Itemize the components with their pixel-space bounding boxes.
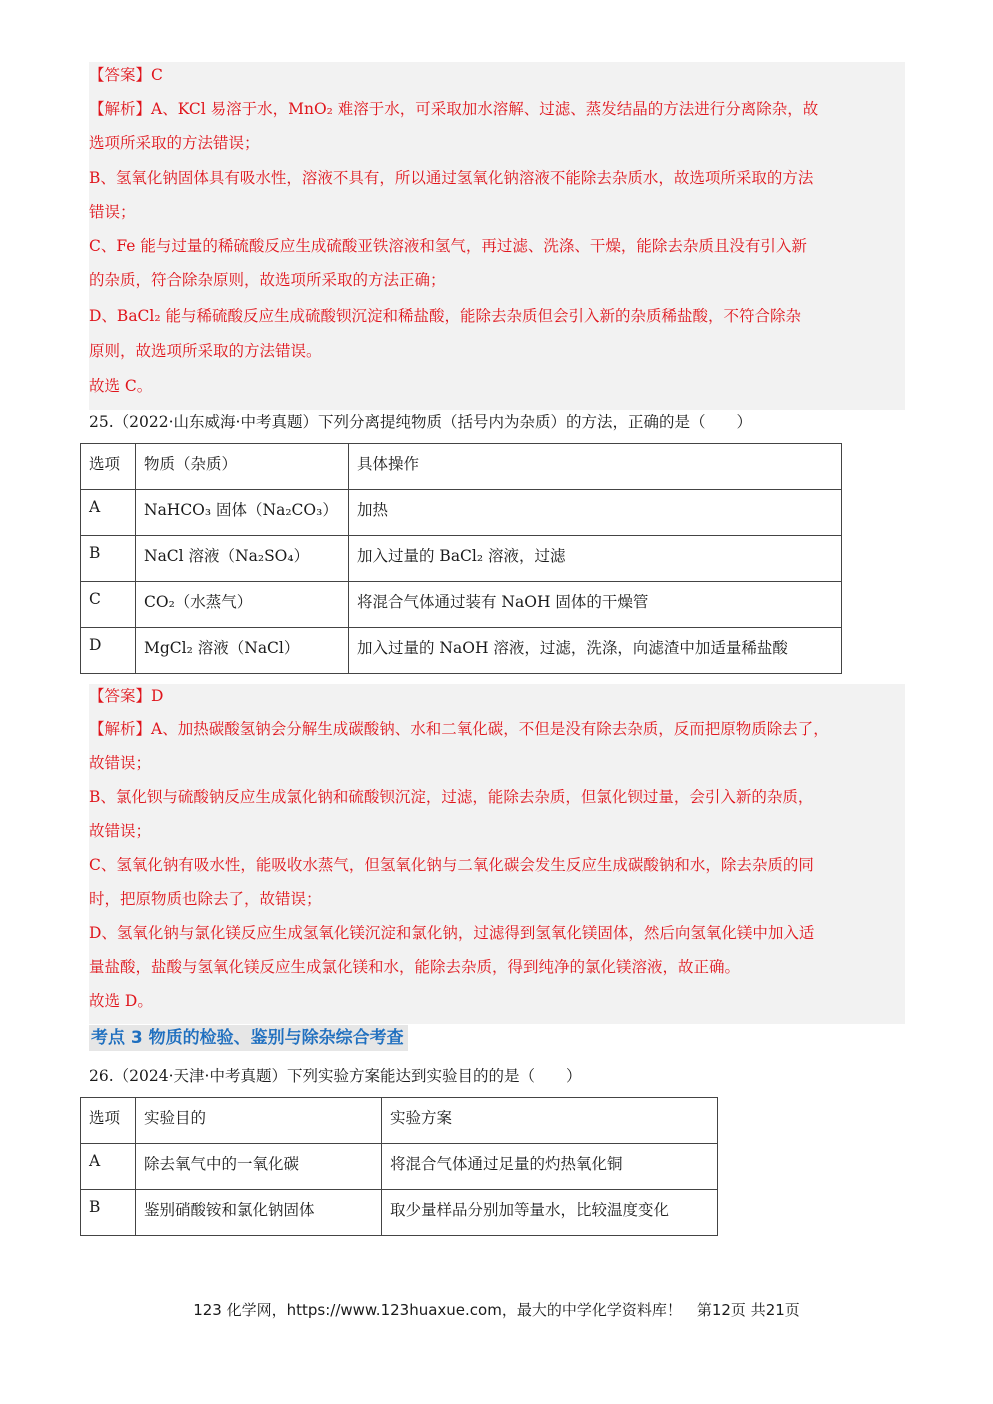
question-25-table [80, 443, 842, 674]
table-cell: C [81, 582, 136, 628]
analysis-line: 故错误； [89, 822, 152, 840]
analysis-line: 选项所采取的方法错误； [89, 134, 260, 152]
table-cell: B [81, 536, 136, 582]
table-row [81, 536, 842, 582]
table-header-cell: 实验目的 [136, 1098, 382, 1144]
analysis-line: B、氢氧化钠固体具有吸水性，溶液不具有，所以通过氢氧化钠溶液不能除去杂质水，故选项所采取的方法 [89, 169, 814, 187]
table-cell: 将混合气体通过装有 NaOH 固体的干燥管 [349, 582, 842, 628]
table-header-cell: 选项 [81, 444, 136, 490]
table-cell: NaCl 溶液（Na₂SO₄） [136, 536, 349, 582]
table-header-cell: 实验方案 [382, 1098, 718, 1144]
table-cell: NaHCO₃ 固体（Na₂CO₃） [136, 490, 349, 536]
table-row [81, 1144, 718, 1190]
table-row [81, 582, 842, 628]
table-header-row [81, 444, 842, 490]
table-cell: 除去氧气中的一氧化碳 [136, 1144, 382, 1190]
analysis-line: D、氢氧化钠与氯化镁反应生成氢氧化镁沉淀和氯化钠，过滤得到氢氧化镁固体，然后向氢氧化镁中加入适 [89, 924, 815, 942]
section-heading: 考点 3 物质的检验、鉴别与除杂综合考查 [89, 1025, 408, 1051]
analysis-line: 时，把原物质也除去了，故错误； [89, 890, 322, 908]
table-cell: A [81, 1144, 136, 1190]
analysis-line: 故选 C。 [89, 377, 153, 395]
question-26-table [80, 1097, 718, 1236]
table-cell: A [81, 490, 136, 536]
table-header-cell: 选项 [81, 1098, 136, 1144]
table-cell: MgCl₂ 溶液（NaCl） [136, 628, 349, 674]
table-row [81, 1190, 718, 1236]
table-cell: D [81, 628, 136, 674]
analysis-line: 【解析】A、加热碳酸氢钠会分解生成碳酸钠、水和二氧化碳，不但是没有除去杂质，反而把原物质除去了， [89, 720, 829, 738]
analysis-block-24 [89, 62, 905, 410]
table-header-cell: 物质（杂质） [136, 444, 349, 490]
page-footer: 123 化学网，https://www.123huaxue.com，最大的中学化学资料库！ 第12页 共21页 [193, 1301, 800, 1319]
table-row [81, 490, 842, 536]
question-25-stem: 25.（2022·山东威海·中考真题）下列分离提纯物质（括号内为杂质）的方法，正确的是（ ） [89, 413, 752, 431]
analysis-line: 原则，故选项所采取的方法错误。 [89, 342, 322, 360]
answer-25: 【答案】D [89, 687, 164, 705]
analysis-line: B、氯化钡与硫酸钠反应生成氯化钠和硫酸钡沉淀，过滤，能除去杂质，但氯化钡过量，会引入新的杂质， [89, 788, 814, 806]
table-cell: 鉴别硝酸铵和氯化钠固体 [136, 1190, 382, 1236]
analysis-line: 量盐酸，盐酸与氢氧化镁反应生成氯化镁和水，能除去杂质，得到纯净的氯化镁溶液，故正确。 [89, 958, 741, 976]
table-row [81, 628, 842, 674]
table-cell: 加热 [349, 490, 842, 536]
table-cell: 加入过量的 NaOH 溶液，过滤，洗涤，向滤渣中加适量稀盐酸 [349, 628, 842, 674]
analysis-line: 错误； [89, 203, 136, 221]
table-cell: 取少量样品分别加等量水，比较温度变化 [382, 1190, 718, 1236]
analysis-block-25 [89, 684, 905, 1024]
table-header-row [81, 1098, 718, 1144]
analysis-line: 故错误； [89, 754, 152, 772]
table-header-cell: 具体操作 [349, 444, 842, 490]
table-cell: 将混合气体通过足量的灼热氧化铜 [382, 1144, 718, 1190]
answer-24: 【答案】C [89, 66, 163, 84]
analysis-line: C、氢氧化钠有吸水性，能吸收水蒸气，但氢氧化钠与二氧化碳会发生反应生成碳酸钠和水，除去杂质的同 [89, 856, 814, 874]
analysis-line: D、BaCl₂ 能与稀硫酸反应生成硫酸钡沉淀和稀盐酸，能除去杂质但会引入新的杂质稀盐酸，不符合除杂 [89, 307, 802, 325]
table-cell: B [81, 1190, 136, 1236]
table-cell: 加入过量的 BaCl₂ 溶液，过滤 [349, 536, 842, 582]
analysis-line: 故选 D。 [89, 992, 153, 1010]
analysis-line: 的杂质，符合除杂原则，故选项所采取的方法正确； [89, 271, 446, 289]
table-cell: CO₂（水蒸气） [136, 582, 349, 628]
analysis-line: C、Fe 能与过量的稀硫酸反应生成硫酸亚铁溶液和氢气，再过滤、洗涤、干燥，能除去杂质且没有引入新 [89, 237, 807, 255]
question-26-stem: 26.（2024·天津·中考真题）下列实验方案能达到实验目的的是（ ） [89, 1067, 582, 1085]
analysis-line: 【解析】A、KCl 易溶于水，MnO₂ 难溶于水，可采取加水溶解、过滤、蒸发结晶的方法进行分离除杂，故 [89, 100, 819, 118]
